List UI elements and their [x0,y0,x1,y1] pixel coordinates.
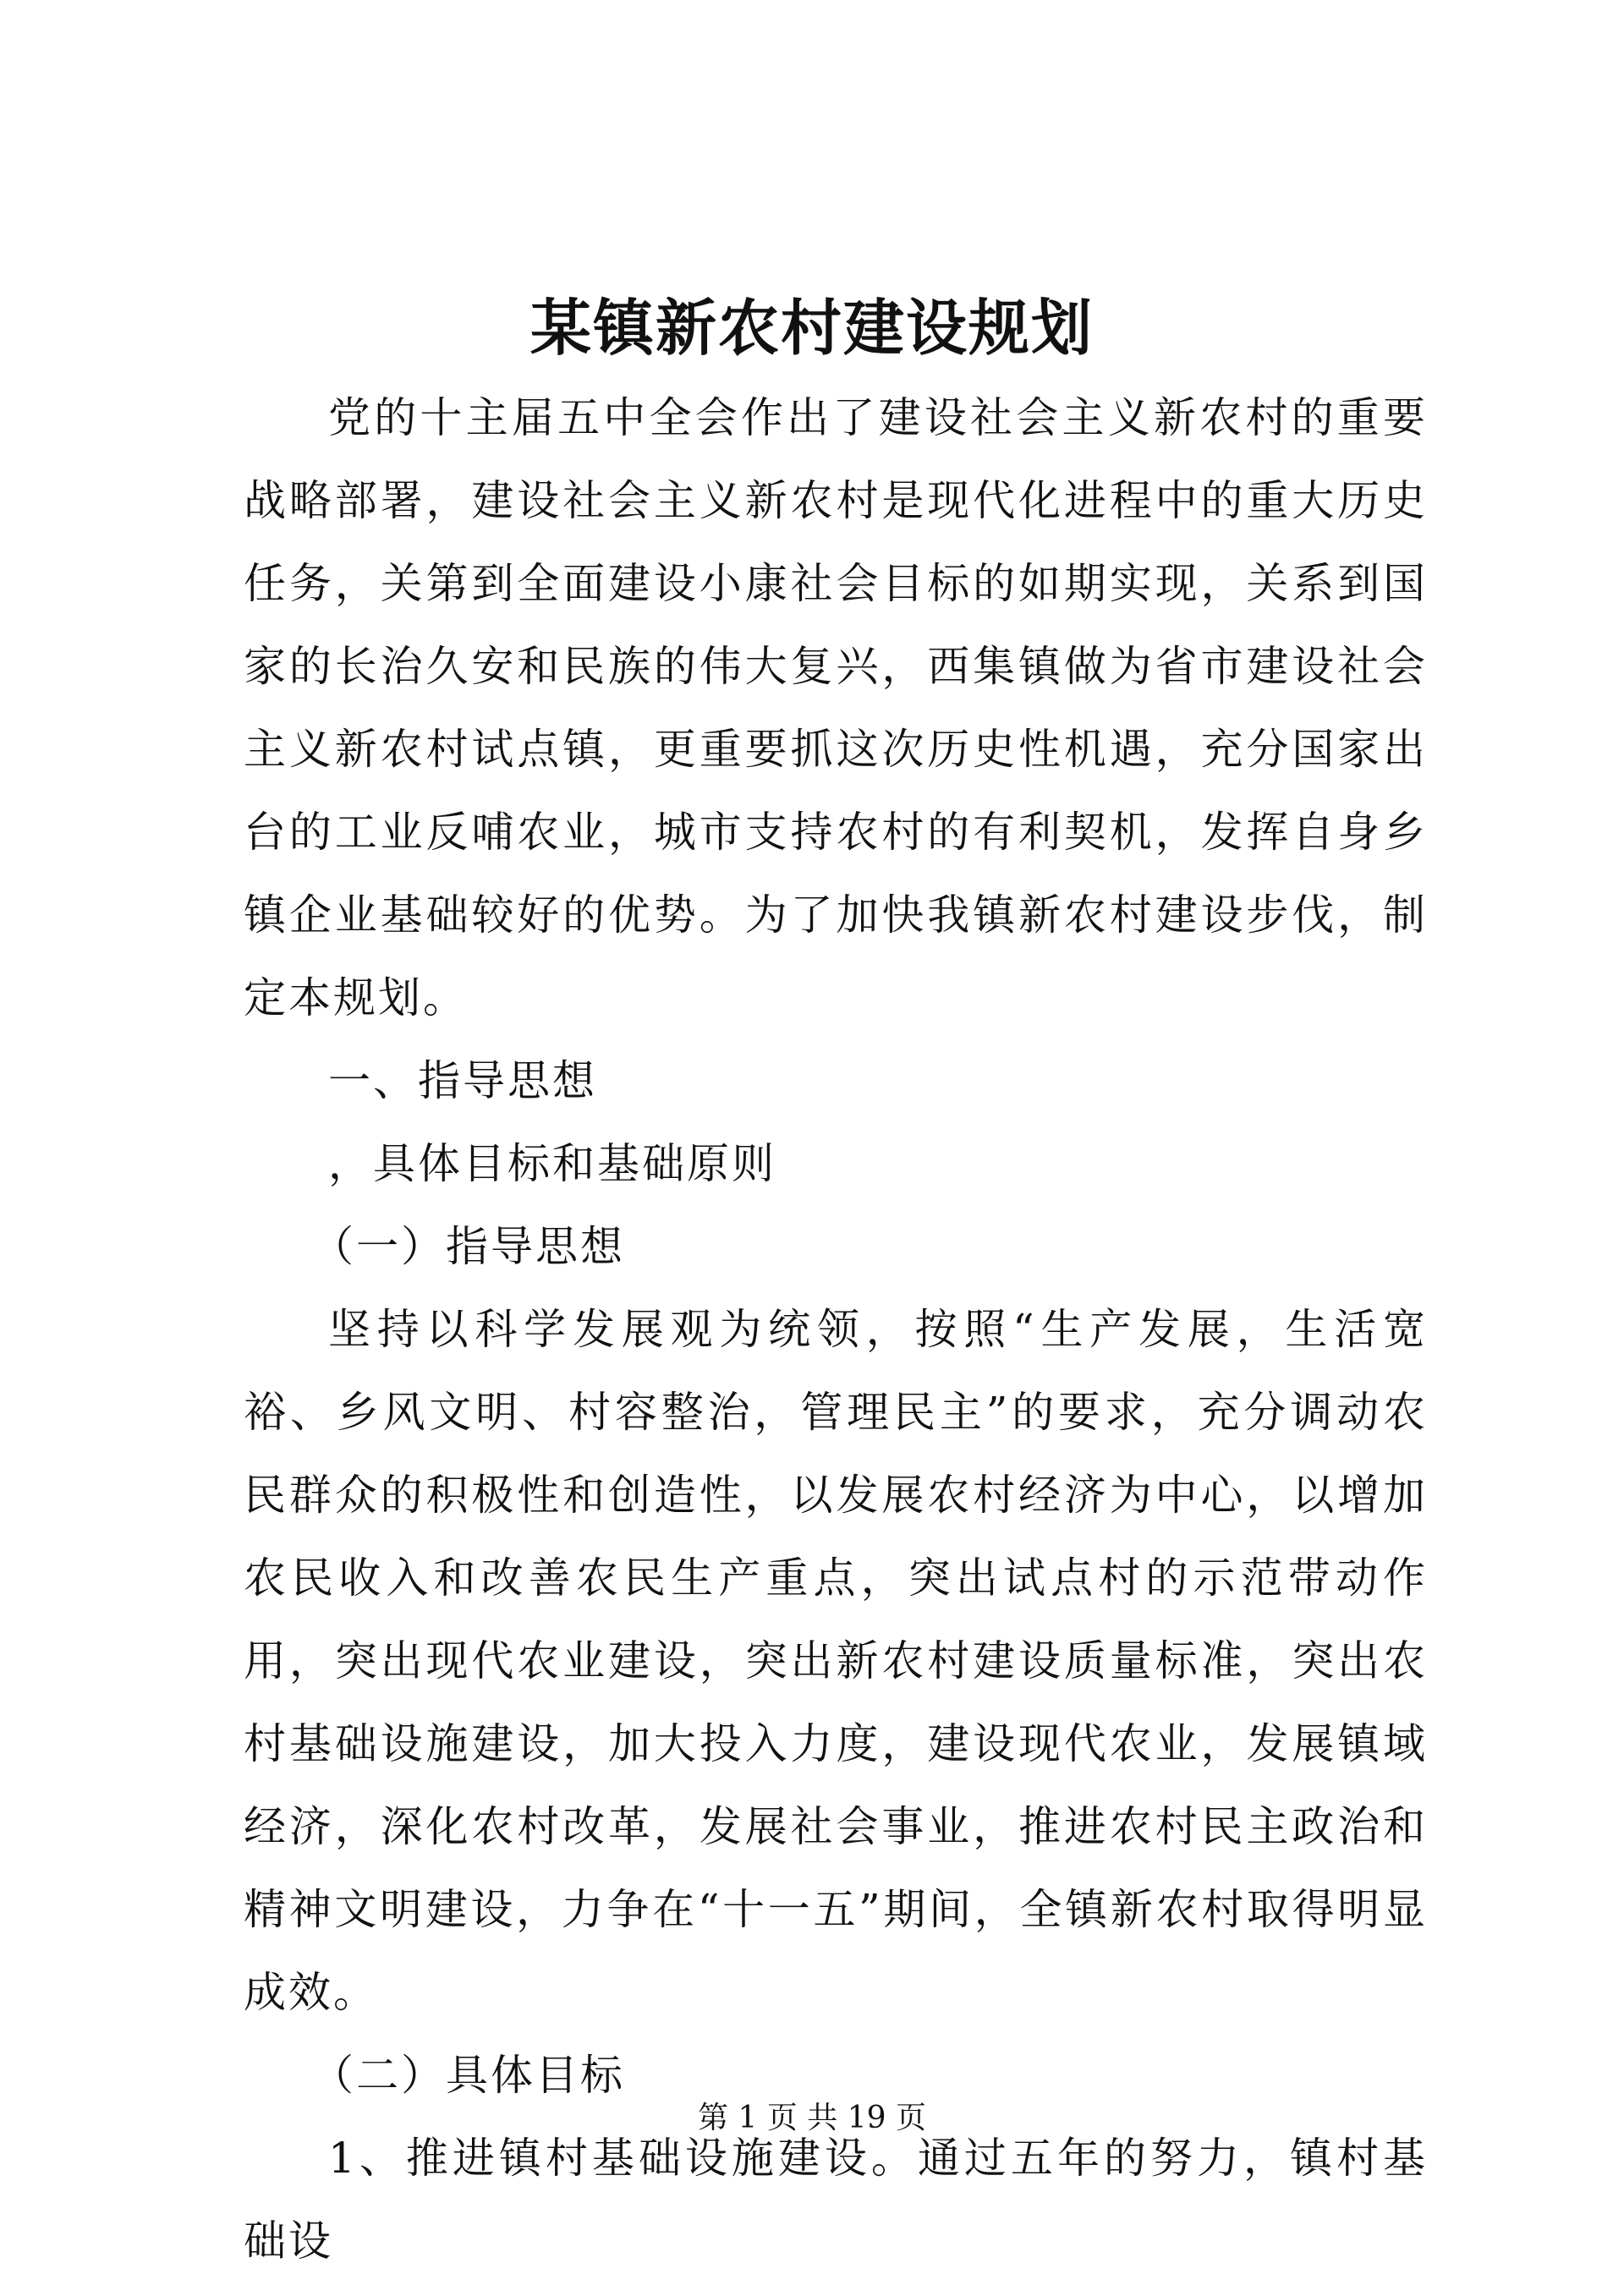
section-heading-1: 一、指导思想 [328,1056,597,1105]
paragraph-target-1: 1、推进镇村基础设施建设。通过五年的努力，镇村基础设 [244,2134,1428,2266]
section-heading-1-cont: ，具体目标和基础原则 [328,1139,776,1188]
subsection-heading-targets: （二）具体目标 [311,2051,625,2100]
page-footer: 第 1 页 共 19 页 [698,2101,926,2135]
subsection-heading-guiding: （一）指导思想 [311,1222,625,1271]
paragraph-intro: 党的十主届五中全会作出了建设社会主义新农村的重要战略部署，建设社会主义新农村是现代化进程中的重大历史任务，关第到全面建设小康社会目标的如期实现，关系到国家的长治久安和民族的伟大复兴，西集镇做为省市建设社会主义新农村试点镇，更重要抓这次历史性机遇，充分国家出台的工业反哺农业，城市支持农村的有利契机，发挥自身乡镇企业基础较好的优势。为了加快我镇新农村建设步伐，制定本规划。 [244,393,1428,1022]
paragraph-guiding: 坚持以科学发展观为统领，按照“生产发展，生活宽裕、乡风文明、村容整治，管理民主”的要求，充分调动农民群众的积极性和创造性，以发展农村经济为中心，以增加农民收入和改善农民生产重点，突出试点村的示范带动作用，突出现代农业建设，突出新农村建设质量标准，突出农村基础设施建设，加大投入力度，建设现代农业，发展镇域经济，深化农村改革，发展社会事业，推进农村民主政治和精神文明建设，力争在“十一五”期间，全镇新农村取得明显成效。 [244,1305,1428,2017]
document-title: 某镇新农村建设规划 [529,292,1094,364]
document-body [244,376,1428,2282]
